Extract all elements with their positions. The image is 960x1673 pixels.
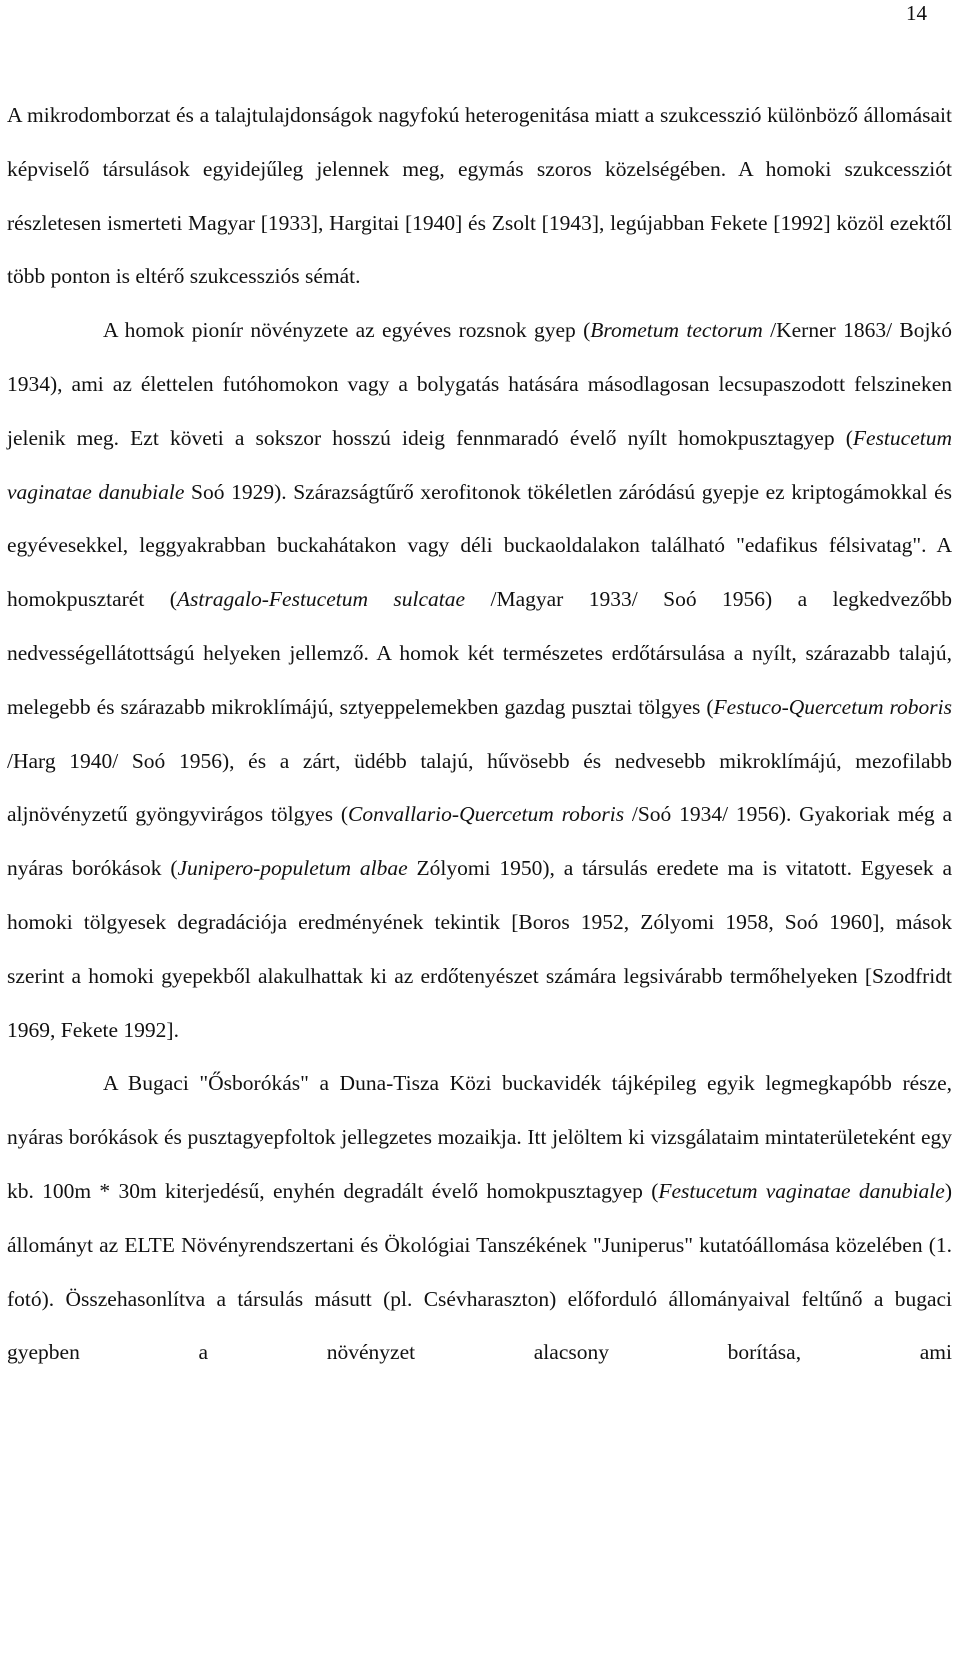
text-segment: /Magyar 1933/ Soó 1956) a legkedvezőbb nedvességellátottságú helyeken jellemző. A homok két természetes erdőtársulása a nyílt, szárazabb talajú, melegebb és szárazabb mikroklímájú, sztyeppelemekben gazdag pusztai tölgyes (: [7, 587, 952, 719]
species-name: Junipero-populetum albae: [177, 856, 408, 881]
text-segment: /Kerner 1863/ Bojkó 1934), ami az élettelen futóhomokon vagy a bolygatás hatására másodlagosan lecsupaszodott felszineken jelenik meg. Ezt követi a sokszor hosszú ideig fennmaradó évelő nyílt homokpusztagyep (: [7, 318, 952, 450]
species-name: Festuco-Quercetum roboris: [713, 694, 953, 719]
text-segment: Zólyomi 1950), a társulás eredete ma is vitatott. Egyesek a homoki tölgyesek degradációja eredményének tekintik [Boros 1952, Zólyomi 1958, Soó 1960], mások szerint a homoki gyepekből alakulhattak ki az erdőtenyészet számára legsivárabb termőhelyeken [Szodfridt 1969, Fekete 1992].: [7, 856, 953, 1042]
paragraph-study-site: [7, 1057, 952, 1380]
species-name: Astragalo-Festucetum sulcatae: [176, 587, 466, 612]
text-segment: Soó 1929). Szárazságtűrő xerofitonok tökéletlen záródású gyepje ez kriptogámokkal és egyévesekkel, leggyakrabban buckahátakon vagy déli buckaoldalakon található "edafikus félsivatag". A homokpusztarét (: [7, 479, 952, 612]
species-name: Festucetum vaginatae danubiale: [7, 425, 952, 504]
paragraph-succession-intro: [7, 89, 952, 304]
text-segment: A homok pionír növényzete az egyéves rozsnok gyep (: [103, 318, 591, 343]
text-segment: A mikrodomborzat és a talajtulajdonságok nagyfokú heterogenitása miatt a szukcesszió különböző állomásait képviselő társulások egyidejűleg jelennek meg, egymás szoros közelségében. A homoki szukcessziót részletesen ismerteti Magyar [1933], Hargitai [1940] és Zsolt [1943], legújabban Fekete [1992] közöl ezektől több ponton is eltérő szukcessziós sémát.: [7, 103, 952, 289]
page-number: 14: [906, 1, 927, 25]
text-segment: ) állományt az ELTE Növényrendszertani és Ökológiai Tanszékének "Juniperus" kutatóállomása közelében (1. fotó). Összehasonlítva a társulás másutt (pl. Csévharaszton) előforduló állományaival feltűnő a bugaci gyepben a növényzet alacsony borítása, ami: [7, 1178, 952, 1365]
paragraph-plant-associations: [7, 304, 952, 1057]
text-segment: /Soó 1934/ 1956). Gyakoriak még a nyáras borókások (: [7, 802, 952, 881]
species-name: Festucetum vaginatae danubiale: [658, 1178, 945, 1203]
species-name: Brometum tectorum: [590, 318, 763, 343]
body-text: [7, 89, 952, 1380]
text-segment: /Harg 1940/ Soó 1956), és a zárt, üdébb talajú, hűvösebb és nedvesebb mikroklímájú, mezofilabb aljnövényzetű gyöngyvirágos tölgyes (: [7, 748, 952, 827]
species-name: Convallario-Quercetum roboris: [347, 802, 625, 827]
text-segment: A Bugaci "Ősborókás" a Duna-Tisza Közi buckavidék tájképileg egyik legmegkapóbb része, nyáras borókások és pusztagyepfoltok jellegzetes mozaikja. Itt jelöltem ki vizsgálataim mintaterületeként egy kb. 100m * 30m kiterjedésű, enyhén degradált évelő homokpusztagyep (: [7, 1071, 952, 1203]
